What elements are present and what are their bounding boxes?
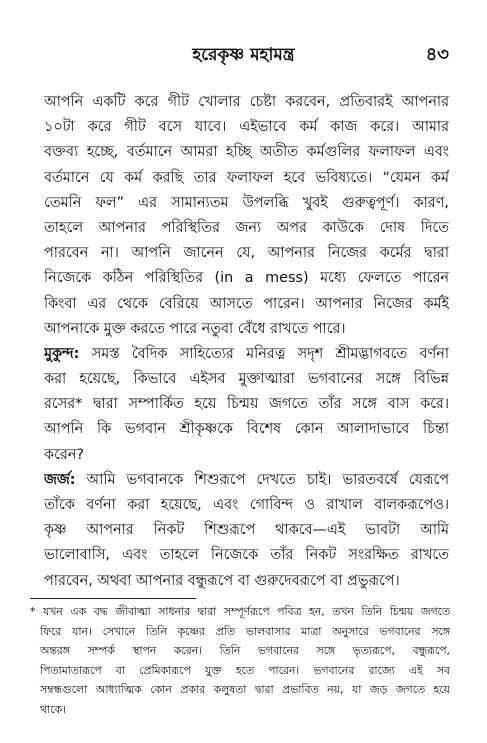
line-text: আমি ভগবানকে শিশুরূপে দেখতে চাই। ভারতবর্ষে যেরূপে <box>75 471 449 488</box>
body-line <box>44 342 449 367</box>
line-text: ১০টা করে গীট বসে যাবে। এইভাবে কর্ম কাজ করে। আমার <box>44 119 449 136</box>
body-line <box>44 90 449 115</box>
line-text: আপনি কি ভগবান শ্রীকৃষ্ণকে বিশেষ কোন আলাদাভাবে চিন্তা <box>44 421 449 438</box>
line-text: কিংবা এর থেকে বেরিয়ে আসতে পারেন। আপনার নিজের কর্মই <box>44 295 449 312</box>
body-line <box>44 518 449 543</box>
footnote-line: ফিরে যান। সেখানে তিনি কৃষ্ণের প্রতি ভালবাসার মাত্রা অনুসারে ভগবানের সঙ্গে <box>40 624 450 638</box>
body-line <box>44 543 449 568</box>
line-text: পারবেন না। আপনি জানেন যে, আপনার নিজের কর্মের দ্বারা <box>44 245 449 262</box>
footnote-line: * যখন এক বদ্ধ জীবাত্মা সাধনার দ্বারা সম্পূর্ণরূপে পবিত্র হন, তখন তিনি চিন্ময় জগতে <box>30 605 450 618</box>
line-text: করা হয়েছে, কিভাবে এইসব মুক্তাত্মারা ভগবানের সঙ্গে বিভিন্ন <box>44 371 449 388</box>
line-text: আপনি একটি করে গীট খোলার চেষ্টা করবেন, প্রতিবারই আপনার <box>44 94 449 110</box>
body-line <box>44 493 449 518</box>
footnote-line: পিতামাতারূপে বা প্রেমিকারূপে যুক্ত হতে পারেন। ভগবানের রাজ্যে এই সব <box>40 663 450 677</box>
page-number: ৪৩ <box>425 44 449 65</box>
body-line <box>44 317 449 342</box>
body-line <box>44 392 449 417</box>
footnote-line: সম্বন্ধগুলো আধ্যাত্মিক কোন প্রকার কলুষতা দ্বারা প্রভাবিত নয়, যা জড় জগতে হয়ে <box>40 683 450 696</box>
body-line <box>44 569 449 594</box>
line-text: নিজেকে কঠিন পরিস্থিতির (in a mess) মধ্যে ফেলতে পারেন <box>44 270 449 287</box>
line-text: আপনাকে মুক্ত করতে পারে নতুবা বেঁধে রাখতে পারে। <box>44 320 346 337</box>
body-line <box>44 468 449 493</box>
body-line <box>44 367 449 392</box>
footnote-line: অন্তরঙ্গ সম্পর্ক স্থাপন করেন। তিনি ভগবানের সঙ্গে ভৃত্যরূপে, বন্ধুরূপে, <box>40 644 450 657</box>
body-line <box>44 417 449 442</box>
body-line <box>44 115 449 140</box>
body-text <box>44 90 449 594</box>
running-header-title: হরেকৃষ্ণ মহামন্ত্র <box>192 45 295 65</box>
body-line <box>44 443 449 468</box>
footnote-line: থাকে। <box>40 702 66 716</box>
speaker-label: মুকুন্দ: <box>44 345 80 362</box>
line-text: কৃষ্ণ আপনার নিকট শিশুরূপে থাকবে—এই ভাবটা আমি <box>44 522 449 539</box>
line-text: ভালোবাসি, এবং তাহলে নিজেকে তাঁর নিকট সংরক্ষিত রাখতে <box>44 547 449 564</box>
line-text: তেমনি ফল” এর সামান্যতম উপলব্ধি খুবই গুরুত্বপূর্ণ। কারণ, <box>44 194 449 211</box>
body-line <box>44 166 449 191</box>
line-text: করেন? <box>44 446 84 463</box>
line-text: রসের* দ্বারা সম্পার্কিত হয়ে চিন্ময় জগতে তাঁর সঙ্গে বাস করে। <box>44 396 449 413</box>
line-text: তাঁকে বর্ণনা করা হয়েছে, এবং গোবিন্দ ও রাখাল বালকরূপেও। <box>44 497 449 513</box>
line-text: পারবেন, অথবা আপনার বন্ধুরূপে বা গুরুদেবরূপে বা প্রভুরূপে। <box>44 572 400 589</box>
line-text: সমস্ত বৈদিক সাহিত্যের মনিরত্ন সদৃশ শ্রীমদ্ভাগবতে বর্ণনা <box>79 345 449 362</box>
body-line <box>44 140 449 165</box>
speaker-label: জর্জ: <box>44 471 76 488</box>
body-line <box>44 292 449 317</box>
line-text: বক্তব্য হচ্ছে, বর্তমানে আমরা হচ্ছি অতীত কর্মগুলির ফলাফল এবং <box>44 144 449 161</box>
body-line <box>44 216 449 241</box>
line-text: বর্তমানে যে কর্ম করছি তার ফলাফল হবে ভবিষ্যতে। “যেমন কর্ম <box>44 169 449 186</box>
line-text: তাহলে আপনার পরিস্থিতির জন্য অপর কাউকে দোষ দিতে <box>44 219 449 236</box>
footnote-divider <box>30 598 196 599</box>
footnote <box>30 602 450 719</box>
body-line <box>44 191 449 216</box>
body-line <box>44 241 449 266</box>
body-line <box>44 266 449 291</box>
